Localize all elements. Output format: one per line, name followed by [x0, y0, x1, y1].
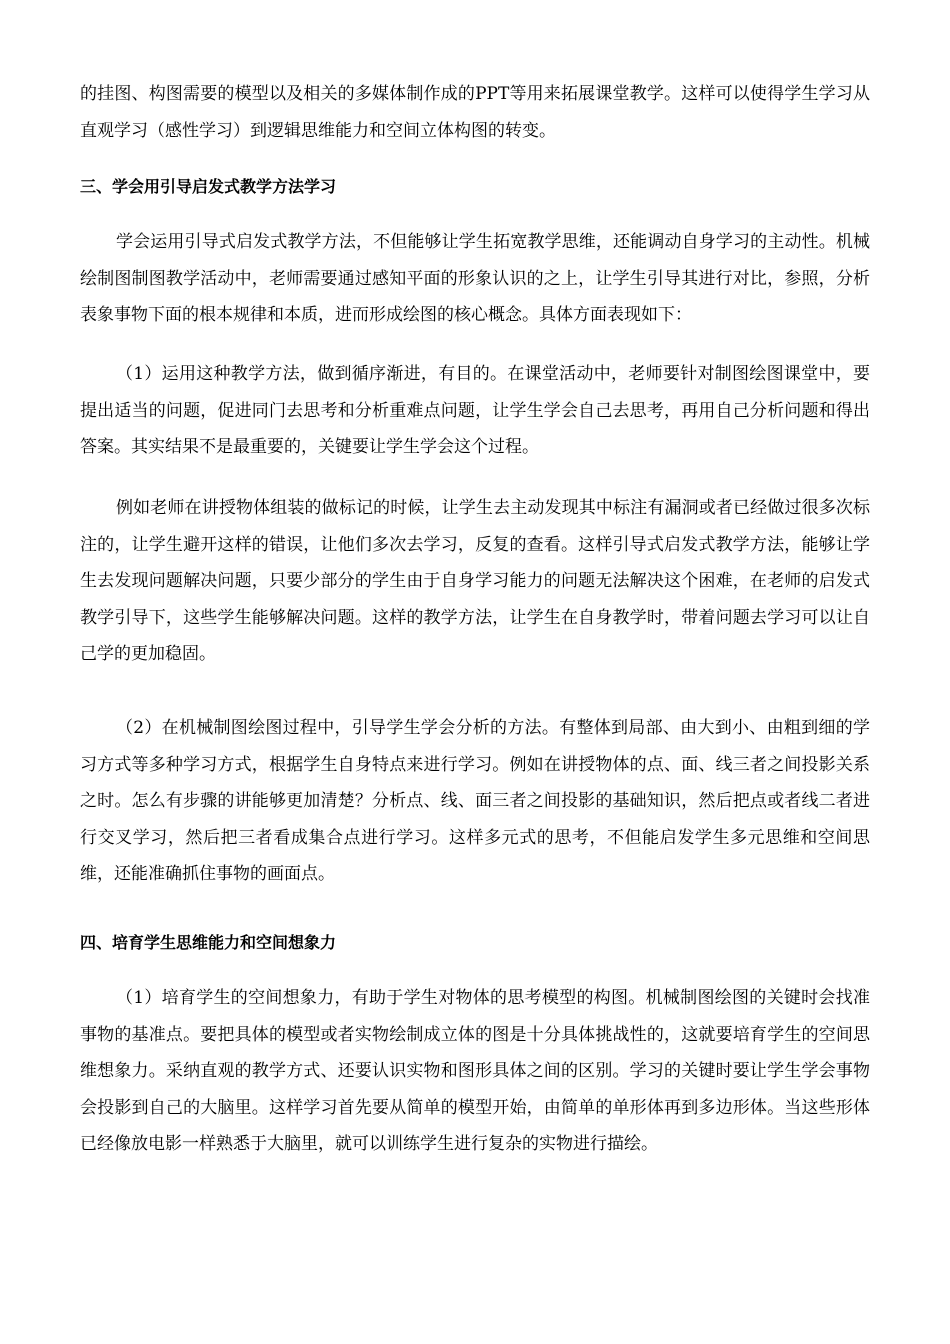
paragraph-section-3-point-2: （2）在机械制图绘图过程中，引导学生学会分析的方法。有整体到局部、由大到小、由粗到细的学习方式等多种学习方式，根据学生自身特点来进行学习。例如在讲授物体的点、面、线三者之间投影关系之时。怎么有步骤的讲能够更加清楚？分析点、线、面三者之间投影的基础知识，然后把点或者线二者进行交叉学习，然后把三者看成集合点进行学习。这样多元式的思考，不但能启发学生多元思维和空间思维，还能准确抓住事物的画面点。: [80, 718, 870, 884]
paragraph-continuation: 的挂图、构图需要的模型以及相关的多媒体制作成的PPT等用来拓展课堂教学。这样可以使得学生学习从直观学习（感性学习）到逻辑思维能力和空间立体构图的转变。: [80, 84, 870, 141]
section-heading-3: 三、学会用引导启发式教学方法学习: [80, 177, 337, 196]
paragraph-section-3-point-1: （1）运用这种教学方法，做到循序渐进，有目的。在课堂活动中，老师要针对制图绘图课堂中，要提出适当的问题，促进同门去思考和分析重难点问题，让学生学会自己去思考，再用自己分析问题和得出答案。其实结果不是最重要的，关键要让学生学会这个过程。: [80, 364, 870, 457]
paragraph-section-3-intro: 学会运用引导式启发式教学方法，不但能够让学生拓宽教学思维，还能调动自身学习的主动性。机械绘制图制图教学活动中，老师需要通过感知平面的形象认识的之上，让学生引导其进行对比，参照，分析表象事物下面的根本规律和本质，进而形成绘图的核心概念。具体方面表现如下：: [80, 232, 870, 325]
paragraph-section-4-point-1: （1）培育学生的空间想象力，有助于学生对物体的思考模型的构图。机械制图绘图的关键时会找准事物的基准点。要把具体的模型或者实物绘制成立体的图是十分具体挑战性的，这就要培育学生的空间思维想象力。采纳直观的教学方式、还要认识实物和图形具体之间的区别。学习的关键时要让学生学会事物会投影到自己的大脑里。这样学习首先要从简单的模型开始，由简单的单形体再到多边形体。当这些形体已经像放电影一样熟悉于大脑里，就可以训练学生进行复杂的实物进行描绘。: [80, 988, 870, 1154]
section-heading-4: 四、培育学生思维能力和空间想象力: [80, 933, 337, 952]
paragraph-section-3-example: 例如老师在讲授物体组装的做标记的时候，让学生去主动发现其中标注有漏洞或者已经做过很多次标注的，让学生避开这样的错误，让他们多次去学习，反复的查看。这样引导式启发式教学方法，能够让学生去发现问题解决问题，只要少部分的学生由于自身学习能力的问题无法解决这个困难，在老师的启发式教学引导下，这些学生能够解决问题。这样的教学方法，让学生在自身教学时，带着问题去学习可以让自己学的更加稳固。: [80, 498, 870, 664]
